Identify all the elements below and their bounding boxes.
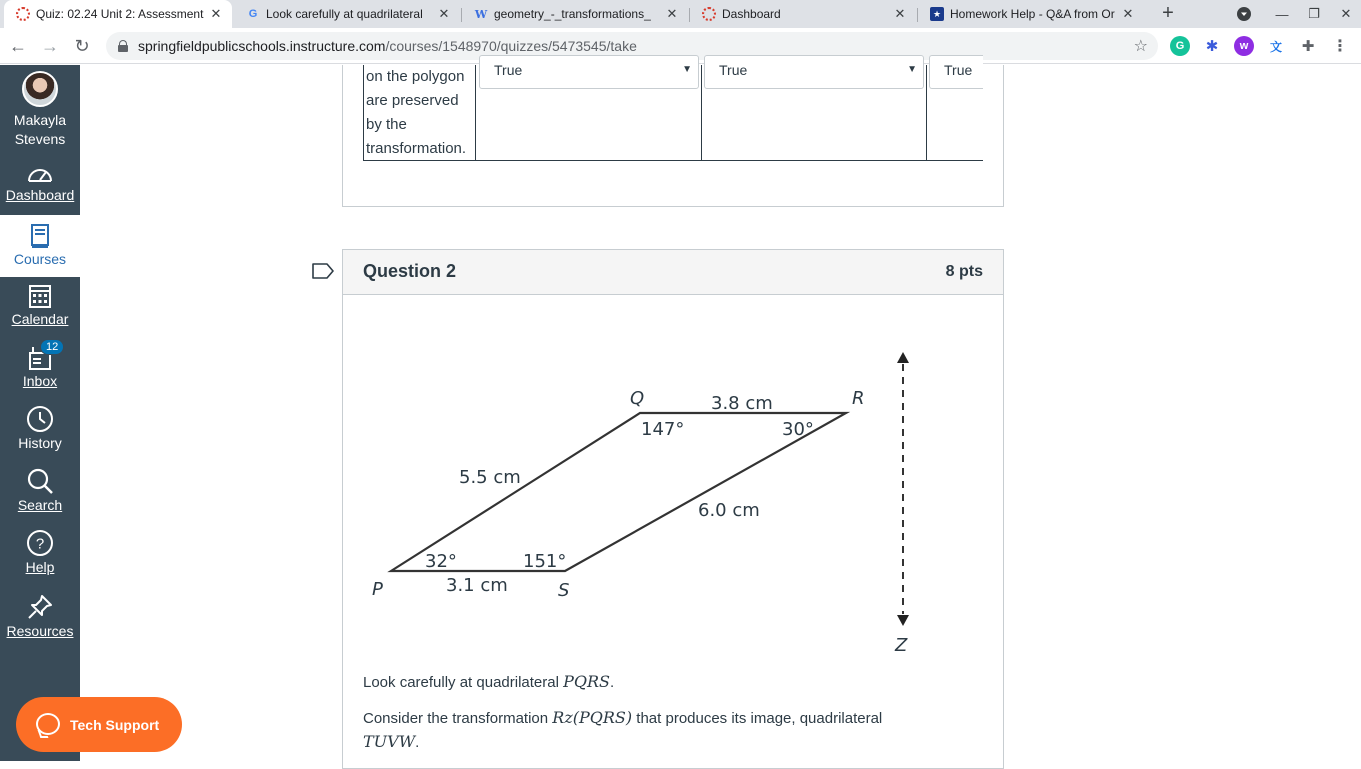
back-icon[interactable]: ← — [9, 35, 27, 56]
vertex-label-s: S — [558, 580, 570, 601]
translate-icon[interactable]: 文 — [1266, 36, 1286, 56]
snowflake-extension-icon[interactable]: ✱ — [1202, 36, 1222, 56]
side-label-rs: 6.0 cm — [698, 500, 760, 521]
restore-icon[interactable]: ❐ — [1308, 6, 1320, 21]
close-icon[interactable]: ✕ — [438, 6, 450, 21]
close-icon[interactable]: ✕ — [666, 6, 678, 21]
inbox-unread-badge: 12 — [40, 339, 64, 355]
bookmark-star-icon[interactable]: ☆ — [1133, 38, 1148, 55]
question-text-line-1: Look carefully at quadrilateral PQRS. — [363, 672, 615, 691]
help-question-icon — [26, 529, 54, 557]
forward-icon[interactable]: → — [41, 35, 59, 56]
sidebar-item-courses[interactable]: Courses — [0, 215, 80, 277]
minimize-icon[interactable]: — — [1275, 6, 1289, 22]
clock-icon — [26, 405, 54, 433]
chevron-down-icon: ▼ — [907, 64, 917, 75]
window-close-icon[interactable]: ✕ — [1340, 6, 1352, 21]
sidebar-item-resources[interactable]: Resources — [0, 593, 80, 643]
flag-question-icon[interactable] — [312, 263, 334, 279]
question-header — [343, 250, 1003, 295]
question-points: 8 pts — [945, 263, 983, 280]
lock-icon — [116, 39, 130, 53]
google-icon: G — [248, 8, 258, 20]
sidebar-item-help[interactable]: ? Help — [0, 529, 80, 577]
question-text-line-2: Consider the transformation Rz(PQRS) that produces its image, quadrilateral — [363, 708, 883, 727]
canvas-icon — [16, 7, 30, 21]
chat-bubble-icon — [36, 713, 60, 735]
angle-label-p: 32° — [425, 551, 457, 572]
sidebar-item-inbox[interactable]: 12 Inbox — [0, 345, 80, 393]
arrow-down-icon — [897, 615, 909, 626]
url-text: springfieldpublicschools.instructure.com/courses/1548970/quizzes/5473545/take — [138, 38, 637, 54]
angle-label-s: 151° — [523, 551, 567, 572]
dashboard-gauge-icon — [26, 163, 54, 185]
canvas-icon — [702, 7, 716, 21]
pin-icon — [26, 593, 54, 621]
tab-geometry-doc[interactable]: W geometry_-_transformations_ ✕ — [462, 0, 688, 28]
angle-label-r: 30° — [782, 419, 814, 440]
kebab-menu-icon[interactable]: ⋮ — [1332, 38, 1348, 55]
vertex-label-z: Z — [895, 635, 908, 656]
tech-support-button[interactable]: Tech Support — [16, 697, 182, 752]
vertex-label-p: P — [372, 579, 383, 600]
quadrilateral-diagram — [343, 296, 1003, 666]
question-title: Question 2 — [363, 261, 457, 281]
table-column-divider — [701, 65, 702, 161]
global-navigation — [0, 65, 80, 761]
sidebar-item-dashboard[interactable]: Dashboard — [0, 163, 80, 209]
table-column-divider — [926, 65, 927, 161]
grammarly-icon[interactable]: G — [1170, 36, 1190, 56]
side-label-pq: 5.5 cm — [459, 467, 521, 488]
question-2-card — [342, 249, 1004, 769]
w-icon: W — [474, 7, 488, 21]
close-icon[interactable]: ✕ — [1122, 6, 1134, 21]
statement-cell: on the polygon are preserved by the transformation. — [363, 65, 476, 161]
svg-text:?: ? — [35, 535, 45, 553]
search-icon — [26, 467, 54, 495]
chevron-down-icon: ▼ — [682, 64, 692, 75]
quadrilateral-pqrs — [391, 413, 846, 571]
tab-quiz[interactable]: Quiz: 02.24 Unit 2: Assessment ✕ — [4, 0, 232, 28]
answer-select-1[interactable]: True ▼ — [479, 55, 699, 89]
vertex-label-q: Q — [630, 388, 645, 409]
close-icon[interactable]: ✕ — [894, 6, 906, 21]
avatar — [22, 71, 58, 107]
tab-homework-help[interactable]: ★ Homework Help - Q&A from Or ✕ — [918, 0, 1144, 28]
side-label-qr: 3.8 cm — [711, 393, 773, 414]
browser-tab-bar — [0, 0, 1361, 28]
sidebar-item-history[interactable]: History — [0, 405, 80, 453]
reload-icon[interactable]: ↻ — [74, 35, 90, 56]
side-label-ps: 3.1 cm — [446, 575, 508, 596]
answer-select-3[interactable]: True — [929, 55, 983, 89]
sidebar-item-calendar[interactable]: Calendar — [0, 283, 80, 331]
tab-search-icon[interactable] — [1228, 0, 1260, 28]
courses-book-icon — [29, 223, 51, 249]
question-text-line-3: TUVW. — [363, 732, 420, 751]
calendar-icon — [28, 283, 52, 309]
close-icon[interactable]: ✕ — [210, 6, 222, 21]
new-tab-button[interactable]: + — [1162, 2, 1174, 24]
tab-dashboard[interactable]: Dashboard ✕ — [690, 0, 916, 28]
extensions-puzzle-icon[interactable]: ✚ — [1298, 36, 1318, 56]
table-row-divider — [476, 160, 983, 161]
sidebar-item-search[interactable]: Search — [0, 467, 80, 515]
vertex-label-r: R — [852, 388, 865, 409]
arrow-up-icon — [897, 352, 909, 363]
w-extension-icon[interactable]: w — [1234, 36, 1254, 56]
tab-google[interactable]: G Look carefully at quadrilateral ✕ — [234, 0, 460, 28]
answer-select-2[interactable]: True ▼ — [704, 55, 924, 89]
angle-label-q: 147° — [641, 419, 685, 440]
account-nav-item[interactable]: Makayla Stevens — [0, 71, 80, 155]
bh-icon: ★ — [930, 7, 944, 21]
